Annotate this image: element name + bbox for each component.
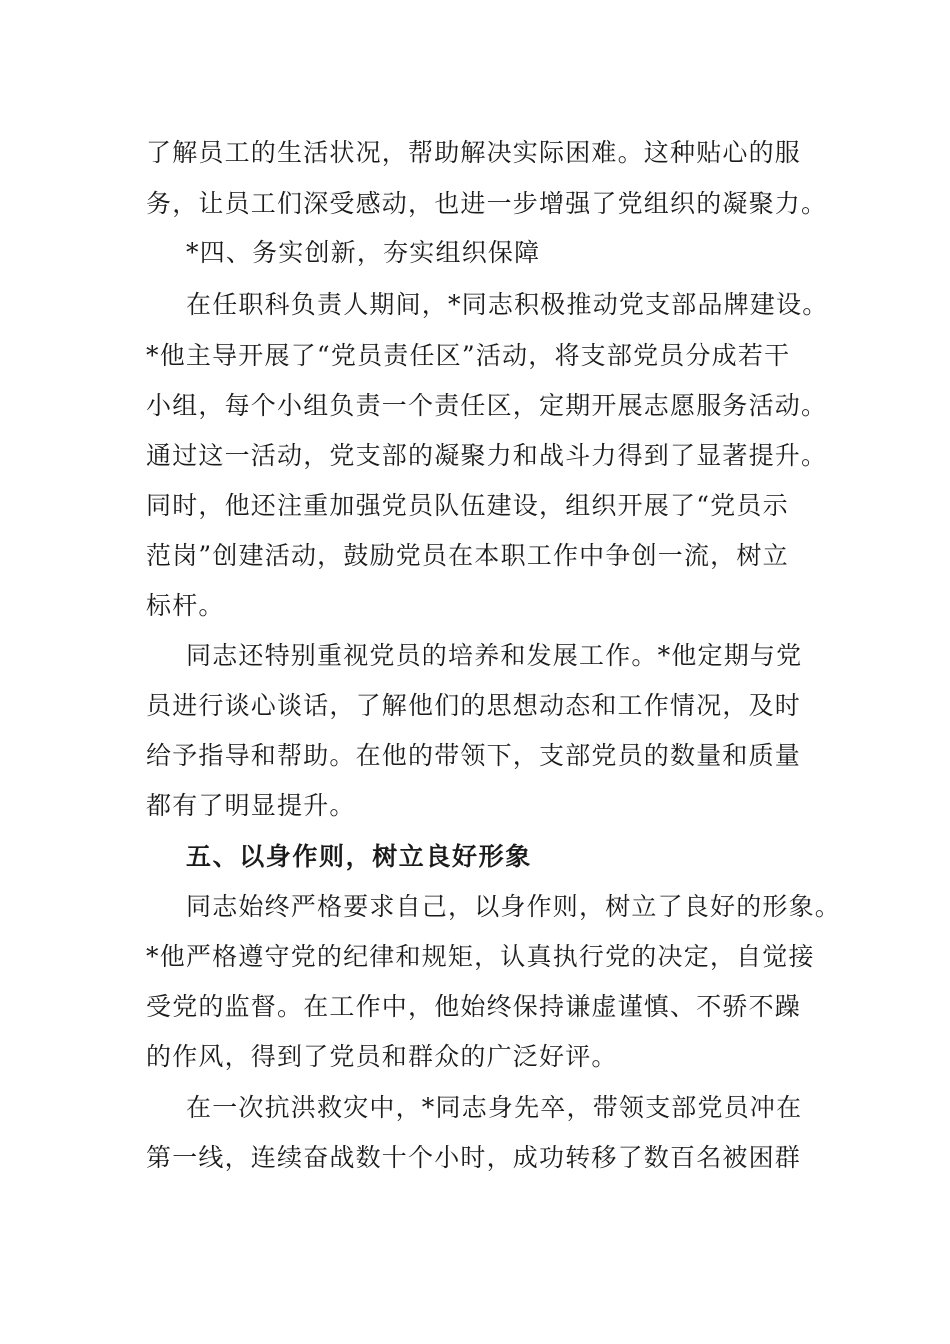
- text-line: 的作风，得到了党员和群众的广泛好评。: [146, 1042, 618, 1071]
- text-line: 在一次抗洪救灾中，*同志身先卒，带领支部党员冲在: [186, 1093, 803, 1122]
- text-line: 给予指导和帮助。在他的带领下，支部党员的数量和质量: [146, 741, 802, 770]
- text-line: 范岗”创建活动，鼓励党员在本职工作中争创一流，树立: [146, 541, 789, 570]
- text-line: 了解员工的生活状况，帮助解决实际困难。这种贴心的服: [146, 138, 802, 167]
- section-heading-5: 五、以身作则，树立良好形象: [186, 842, 532, 871]
- text-line: 同时，他还注重加强党员队伍建设，组织开展了“党员示: [146, 491, 789, 520]
- section-heading-4: *四、务实创新，夯实组织保障: [186, 238, 541, 267]
- text-line: 标杆。: [146, 591, 225, 620]
- text-line: *他主导开展了“党员责任区”活动，将支部党员分成若干: [146, 341, 791, 370]
- text-line: 务，让员工们深受感动，也进一步增强了党组织的凝聚力。: [146, 189, 828, 218]
- text-line: *他严格遵守党的纪律和规矩，认真执行党的决定，自觉接: [146, 942, 815, 971]
- text-line: 员进行谈心谈话，了解他们的思想动态和工作情况，及时: [146, 691, 802, 720]
- text-line: 通过这一活动，党支部的凝聚力和战斗力得到了显著提升。: [146, 441, 828, 470]
- text-line: 同志还特别重视党员的培养和发展工作。*他定期与党: [186, 641, 803, 670]
- text-line: 小组，每个小组负责一个责任区，定期开展志愿服务活动。: [146, 391, 828, 420]
- text-line: 同志始终严格要求自己，以身作则，树立了良好的形象。: [186, 892, 842, 921]
- text-line: 受党的监督。在工作中，他始终保持谦虚谨慎、不骄不躁: [146, 992, 802, 1021]
- text-line: 第一线，连续奋战数十个小时，成功转移了数百名被困群: [146, 1143, 802, 1172]
- text-line: 在任职科负责人期间，*同志积极推动党支部品牌建设。: [186, 290, 829, 319]
- text-line: 都有了明显提升。: [146, 791, 356, 820]
